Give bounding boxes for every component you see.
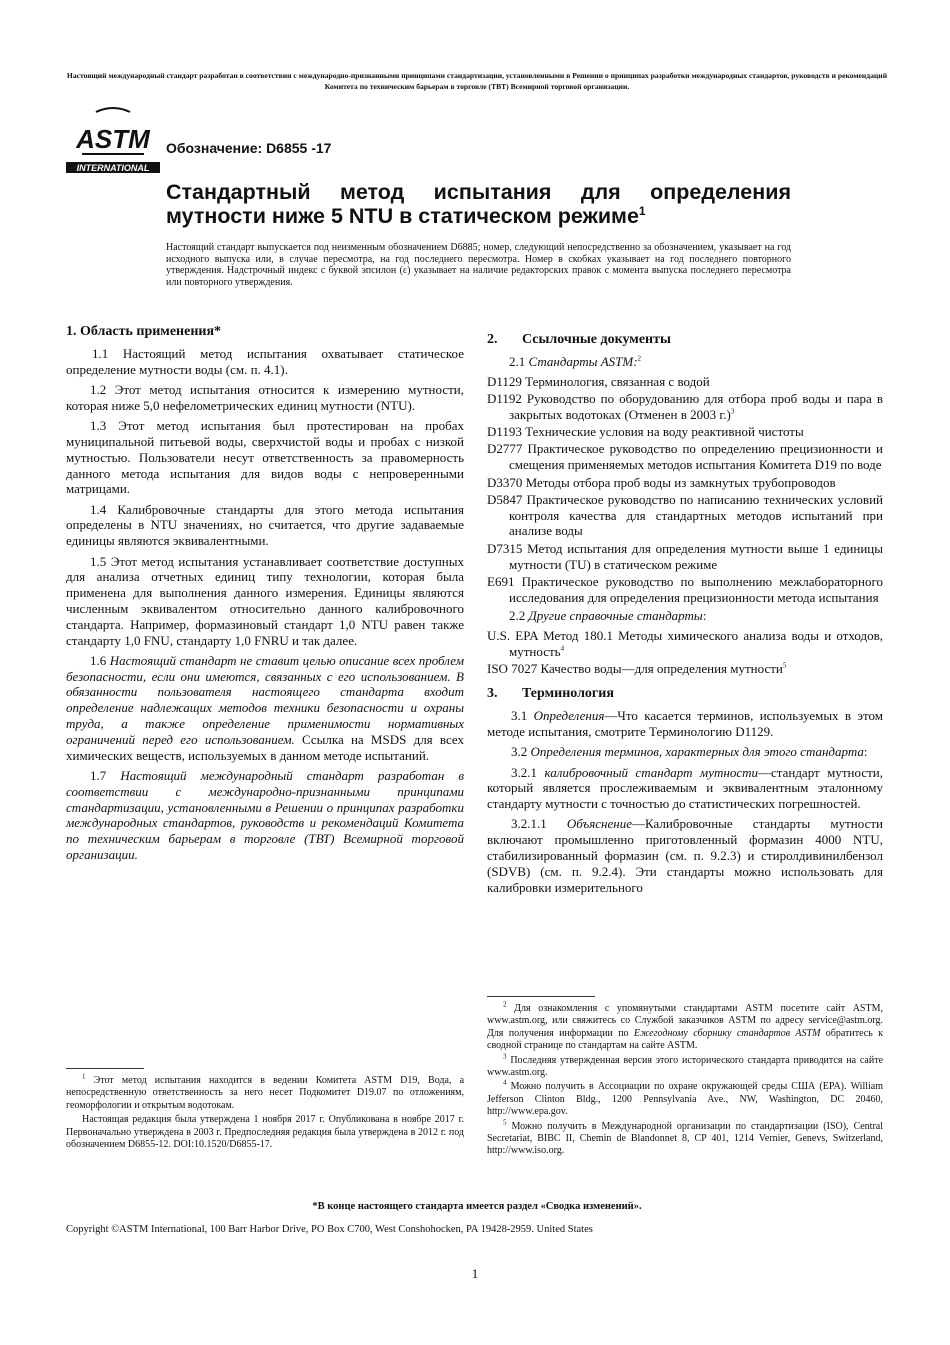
other-standards-italic: Другие справочные стандарты: [528, 608, 703, 624]
footnote-4: [487, 1081, 883, 1118]
issuance-note: Настоящий стандарт выпускается под неизменным обозначением D6885; номер, следующий непосредственно за обозначением, указывает на год исходного выпуска или, в случае пересмотра, на год последнего пересмотра. Номер в скобках указывает на год последнего повторного утверждения. Надстрочный индекс с буквой эпсилон (ε) указывает на наличие редакторских правок с момента выпуска последнего пересмотра или повторного утверждения.: [166, 242, 791, 288]
reference-item: [487, 541, 883, 573]
reference-item-text: D3370 Методы отбора проб воды из замкнутых трубопроводов: [487, 474, 836, 490]
scope-p6-tail: Ссылка на MSDS для всех химических веществ, используемых в данном методе испытаний.: [66, 731, 464, 763]
terminology-p32: [487, 744, 883, 760]
reference-item-text: D5847 Практическое руководство по написанию технических условий контроля качества для стандартных методов испытаний при анализе воды: [487, 491, 883, 539]
terminology-p321: [487, 765, 883, 812]
footnote-2-marker: 2: [503, 1000, 507, 1009]
reference-item-text: D2777 Практическое руководство по определению прецизионности и смещения применяемых методов испытания Комитета D19 по воде: [487, 441, 883, 473]
terminology-heading: [487, 685, 883, 703]
footnote-2-text-b: обратитесь к сводной странице по стандартам на сайте ASTM.: [487, 1027, 883, 1052]
other-standards-colon: :: [702, 608, 707, 624]
scope-p5: [66, 554, 464, 649]
designation: Обозначение: D6855 -17: [166, 140, 332, 156]
title-text: Стандартный метод испытания для определения мутности ниже 5 NTU в статическом режиме: [166, 180, 791, 228]
summary-of-changes-note: *В конце настоящего стандарта имеется раздел «Сводка изменений».: [312, 1201, 642, 1212]
reference-item: [487, 424, 883, 440]
footnote-2-text-a: Для ознакомления с упомянутыми стандартами ASTM посетите сайт ASTM, www.astm.org, или свяжитесь со Службой заказчиков ASTM по адресу service@astm.org. Для получения информации по: [487, 1003, 883, 1039]
terminology-p31-num: 3.1: [511, 708, 528, 724]
footnotes-right: [487, 996, 883, 1160]
references-heading-text: Ссылочные документы: [522, 332, 671, 347]
astm-logo-icon: [66, 106, 160, 174]
reference-item-footnote-marker: 5: [782, 662, 787, 671]
reference-item: [487, 574, 883, 606]
reference-item-text: ISO 7027 Качество воды—для определения мутности: [487, 661, 783, 677]
reference-item: [487, 475, 883, 491]
reference-list: [487, 374, 883, 606]
scope-p1-text: 1.1 Настоящий метод испытания охватывает статическое определение мутности воды (см. п. 4.1).: [66, 346, 464, 377]
scope-p4: [66, 502, 464, 549]
header-notice: Настоящий международный стандарт разработан в соответствии с международно-признанными принципами стандартизации, установленными в Решении о принципах разработки международных стандартов, руководств и рекомендаций Комитета по техническим барьерам в торговле (ТВТ) Всемирной торговой организации.: [66, 71, 888, 91]
other-standards-num: 2.2: [509, 608, 526, 624]
reference-item-footnote-marker: 3: [730, 407, 735, 416]
page-title: [166, 180, 791, 228]
terminology-p3211: [487, 816, 883, 895]
terminology-p32-num: 3.2: [511, 744, 528, 760]
reference-item-text: D1192 Руководство по оборудованию для отбора проб воды и пара в закрытых водотоках (Отменен в 2003 г.): [487, 391, 883, 422]
terminology-p31: [487, 708, 883, 740]
terminology-heading-text: Терминология: [522, 686, 614, 702]
references-heading-num: 2.: [487, 332, 498, 347]
reference-item: [487, 374, 883, 390]
scope-p1: [66, 346, 464, 378]
reference-item-text: E691 Практическое руководство по выполнению межлабораторного исследования для определения прецизионности метода испытания: [487, 573, 883, 605]
scope-p6-num: 1.6: [90, 652, 107, 668]
reference-item: [487, 492, 883, 539]
astm-standards-num: 2.1: [509, 354, 526, 369]
footnotes-left: [66, 1068, 464, 1153]
terminology-p3211-num: 3.2.1.1: [511, 816, 547, 832]
copyright: Copyright ©ASTM International, 100 Barr Harbor Drive, PO Box C700, West Conshohocken, PA 19428-2959. United States: [66, 1224, 593, 1235]
scope-p4-text: 1.4 Калибровочные стандарты для этого метода испытания определены в NTU значениях, но считается, что другие задаваемые единицы являются эквивалентными.: [66, 501, 464, 549]
footnote-5-text: Можно получить в Международной организации по стандартизации (ISO), Central Secretariat, BIBC II, Chemin de Blandonnet 8, CP 401, 1214 Vernier, Genevs, Switzerland, http://www.iso.org.: [487, 1120, 883, 1157]
terminology-heading-num: 3.: [487, 686, 498, 702]
footnote-5: [487, 1118, 883, 1158]
footnote-2: [487, 1000, 883, 1053]
footnote-1-approval: Настоящая редакция была утверждена 1 ноября 2017 г. Опубликована в ноябре 2017 г. Первоначально утверждена в 2003 г. Предпоследняя редакция была утверждена в 2012 г. под обозначением D6855-12. DOI:10.1520/D6855-17.: [66, 1114, 464, 1151]
terminology-p321-italic: калибровочный стандарт мутности: [544, 764, 758, 780]
terminology-p31-italic: Определения: [533, 708, 605, 724]
right-column: [487, 331, 883, 900]
reference-item-text: D1129 Терминология, связанная с водой: [487, 373, 710, 389]
footnote-1-marker: 1: [82, 1072, 86, 1081]
reference-item: [487, 628, 883, 660]
footnote-1: [66, 1072, 465, 1112]
footnote-divider-right: [487, 996, 595, 997]
left-column: [66, 323, 464, 867]
terminology-p3211-text: —Калибровочные стандарты мутности включают промышленно приготовленный формазин 4000 NTU, стабилизированный формазин (см. п. 9.2.3) и стиролдивинилбензол (SDVB) (см. п. 9.2.4). Эти стандарты можно использовать для калибровки измерительного: [487, 816, 883, 895]
reference-item-text: U.S. EPA Метод 180.1 Методы химического анализа воды и отходов, мутность: [487, 628, 883, 660]
astm-standards-sup: 2: [637, 354, 642, 363]
logo-letters: ASTM: [76, 124, 150, 154]
scope-p2: [66, 382, 464, 414]
footnote-divider: [66, 1068, 144, 1069]
footnote-3-text: Последняя утвержденная версия этого исторического стандарта приводится на сайте www.astm.org.: [487, 1054, 884, 1079]
footnote-5-marker: 5: [503, 1118, 507, 1127]
reference-item-text: D7315 Метод испытания для определения мутности выше 1 единицы мутности (TU) в статическом режиме: [487, 540, 883, 572]
footnote-4-marker: 4: [503, 1079, 507, 1088]
references-heading: [487, 331, 883, 349]
terminology-p321-num: 3.2.1: [511, 764, 537, 780]
scope-p2-text: 1.2 Этот метод испытания относится к измерению мутности, которая ниже 5,0 нефелометрических единиц мутности (NTU).: [66, 382, 464, 413]
scope-p6-italic: Настоящий стандарт не ставит целью описание всех проблем безопасности, если они имеются, связанных с его использованием. В обязанности пользователя настоящего стандарта входит определение надлежащих методов техники безопасности и охраны труда, а также определение применимости нормативных ограничений перед его использованием.: [66, 652, 464, 747]
footnote-4-text: Можно получить в Ассоциации по охране окружающей среды США (EPA). William Jefferson Clinton Bldg., 1200 Pennsylvania Ave., NW, Washington, DC 20460, http://www.epa.gov.: [487, 1081, 884, 1118]
scope-heading: 1. Область применения*: [66, 324, 222, 339]
terminology-p32-italic: Определения терминов, характерных для этого стандарта: [530, 744, 864, 760]
scope-p5-text: 1.5 Этот метод испытания устанавливает соответствие доступных для анализа отчетных единиц типу технологии, которая была применена для выполнения данного измерения. Единицы являются численным эквивалентом относительно данного калибровочного стандарта. Например, формазиновый стандарт 1,0 NTU равен также стандарту 1,0 FNU, стандарту 1,0 FNRU и так далее.: [66, 553, 464, 648]
logo-subtext: INTERNATIONAL: [76, 163, 150, 173]
astm-logo: [66, 106, 160, 174]
scope-p3-text: 1.3 Этот метод испытания был протестирован на пробах муниципальной питьевой воды, сверхчистой воды и пробах с низкой мутностью. Пользователи несут ответственность за правомерность данного метода испытания для видов воды с непроверенными матрицами.: [66, 418, 464, 497]
terminology-p3211-italic: Объяснение: [566, 816, 632, 832]
scope-p7: [66, 768, 464, 863]
terminology-p31-text: —Что касается терминов, используемых в этом методе испытания, смотрите Терминологию D1129.: [487, 708, 884, 739]
other-reference-list: [487, 628, 883, 677]
footnote-3-marker: 3: [503, 1052, 507, 1061]
reference-item: [487, 391, 883, 423]
reference-item-text: D1193 Технические условия на воду реактивной чистоты: [487, 424, 804, 440]
page-number: 1: [471, 1266, 479, 1281]
other-standards-label: [509, 608, 883, 624]
footnote-2-italic: Ежегодному сборнику стандартов ASTM: [633, 1027, 821, 1039]
scope-p3: [66, 418, 464, 497]
scope-p6: [66, 653, 464, 764]
terminology-p321-text: —стандарт мутности, который является прослеживаемым и эквивалентным эталонному стандарту мутности с точностью до статистических погрешностей.: [487, 764, 883, 812]
scope-p7-italic: Настоящий международный стандарт разработан в соответствии с международно-признанными принципами стандартизации, установленными в Решении о принципах разработки международных стандартов, руководств и рекомендаций Комитета по техническим барьерам в торговле (ТВТ) Всемирной торговой организации.: [66, 767, 464, 862]
title-footnote-marker: 1: [638, 203, 646, 218]
footnote-3: [487, 1052, 884, 1080]
reference-item-footnote-marker: 4: [560, 644, 565, 653]
astm-standards-label: [509, 354, 883, 370]
reference-item: [487, 441, 883, 473]
reference-item: [487, 661, 883, 677]
astm-standards-italic: Стандарты ASTM:: [528, 354, 638, 369]
scope-p7-num: 1.7: [90, 767, 107, 783]
footnote-1-text: Этот метод испытания находится в ведении Комитета ASTM D19, Вода, а непосредственную ответственность за него несет Подкомитет D19.07 по отложениям, геоморфологии и открытым водотокам.: [66, 1075, 465, 1111]
terminology-p32-tail: :: [863, 744, 868, 760]
